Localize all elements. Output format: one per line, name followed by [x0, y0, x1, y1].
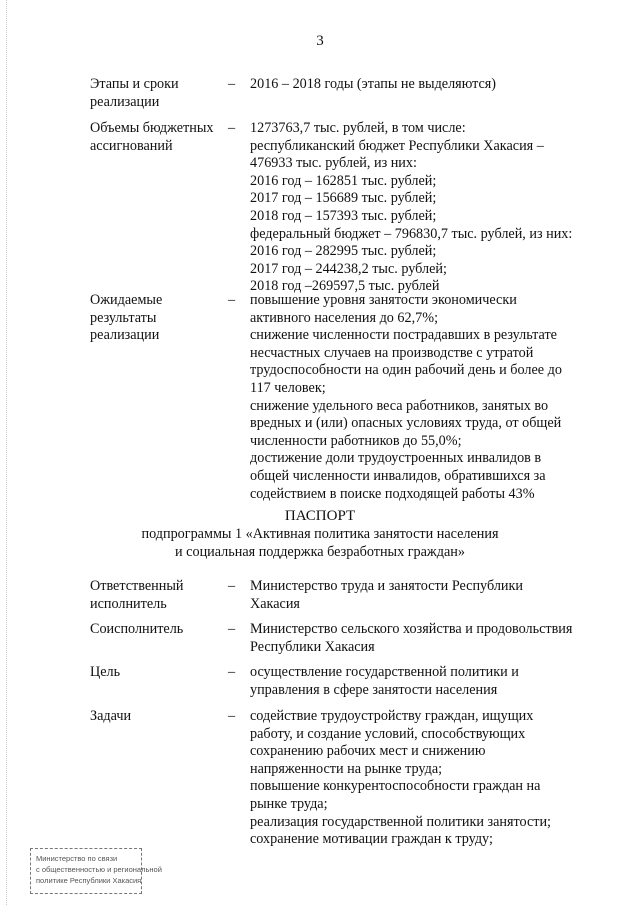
row-content: осуществление государственной политики и управления в сфере занятости населения [250, 664, 519, 698]
passport-title: ПАСПОРТ [284, 508, 356, 524]
row-dash: – [228, 664, 236, 680]
registration-stamp: Министерство по связи с общественностью и региональной политике Республики Хакасия [30, 848, 142, 894]
row-label: Этапы и сроки реализации [90, 76, 179, 110]
row-label: Соисполнитель [90, 621, 184, 637]
row-label: Ожидаемые результаты реализации [90, 292, 163, 344]
row-dash: – [228, 621, 236, 637]
row-dash: – [228, 578, 236, 594]
row-dash: – [228, 120, 236, 136]
row-content: повышение уровня занятости экономически активного населения до 62,7%; снижение численности пострадавших в результате несчастных случаев на производстве с утратой трудоспособности на один рабочий день и более до 117 человек; снижение удельного веса работников, занятых во вредных и (или) опасных условиях труда, от общей численности работников до 55,0%; достижение доли трудоустроенных инвалидов в общей численности инвалидов, обратившихся за содействием в поиске подходящей работы 43% [250, 292, 562, 502]
row-dash: – [228, 708, 236, 724]
row-label: Цель [90, 664, 121, 680]
row-content: 2016 – 2018 годы (этапы не выделяются) [250, 76, 497, 92]
passport-subtitle-line-2: и социальная поддержка безработных граждан» [175, 544, 465, 560]
scan-left-edge [0, 0, 7, 905]
row-label: Задачи [90, 708, 132, 724]
row-dash: – [228, 76, 236, 92]
row-content: содействие трудоустройству граждан, ищущих работу, и создание условий, способствующих сохранению рабочих мест и снижению напряженности на рынке труда; повышение конкурентоспособности граждан на рынке труда; реализация государственной политики занятости; сохранение мотивации граждан к труду; [250, 708, 551, 848]
passport-subtitle-line-1: подпрограммы 1 «Активная политика занятости населения [141, 526, 499, 542]
row-label: Ответственный исполнитель [90, 578, 184, 612]
row-content: Министерство сельского хозяйства и продовольствия Республики Хакасия [250, 621, 573, 655]
row-label: Объемы бюджетных ассигнований [90, 120, 214, 154]
row-content: Министерство труда и занятости Республики Хакасия [250, 578, 523, 612]
row-content: 1273763,7 тыс. рублей, в том числе: республиканский бюджет Республики Хакасия – 476933 тыс. рублей, из них: 2016 год – 162851 тыс. рублей; 2017 год – 156689 тыс. рублей; 2018 год – 157393 тыс. рублей; федеральный бюджет – 796830,7 тыс. рублей, из них: 2016 год – 282995 тыс. рублей; 2017 год – 244238,2 тыс. рублей; 2018 год –269597,5 тыс. рублей [250, 120, 573, 295]
row-dash: – [228, 292, 236, 308]
page-number: 3 [316, 33, 324, 49]
